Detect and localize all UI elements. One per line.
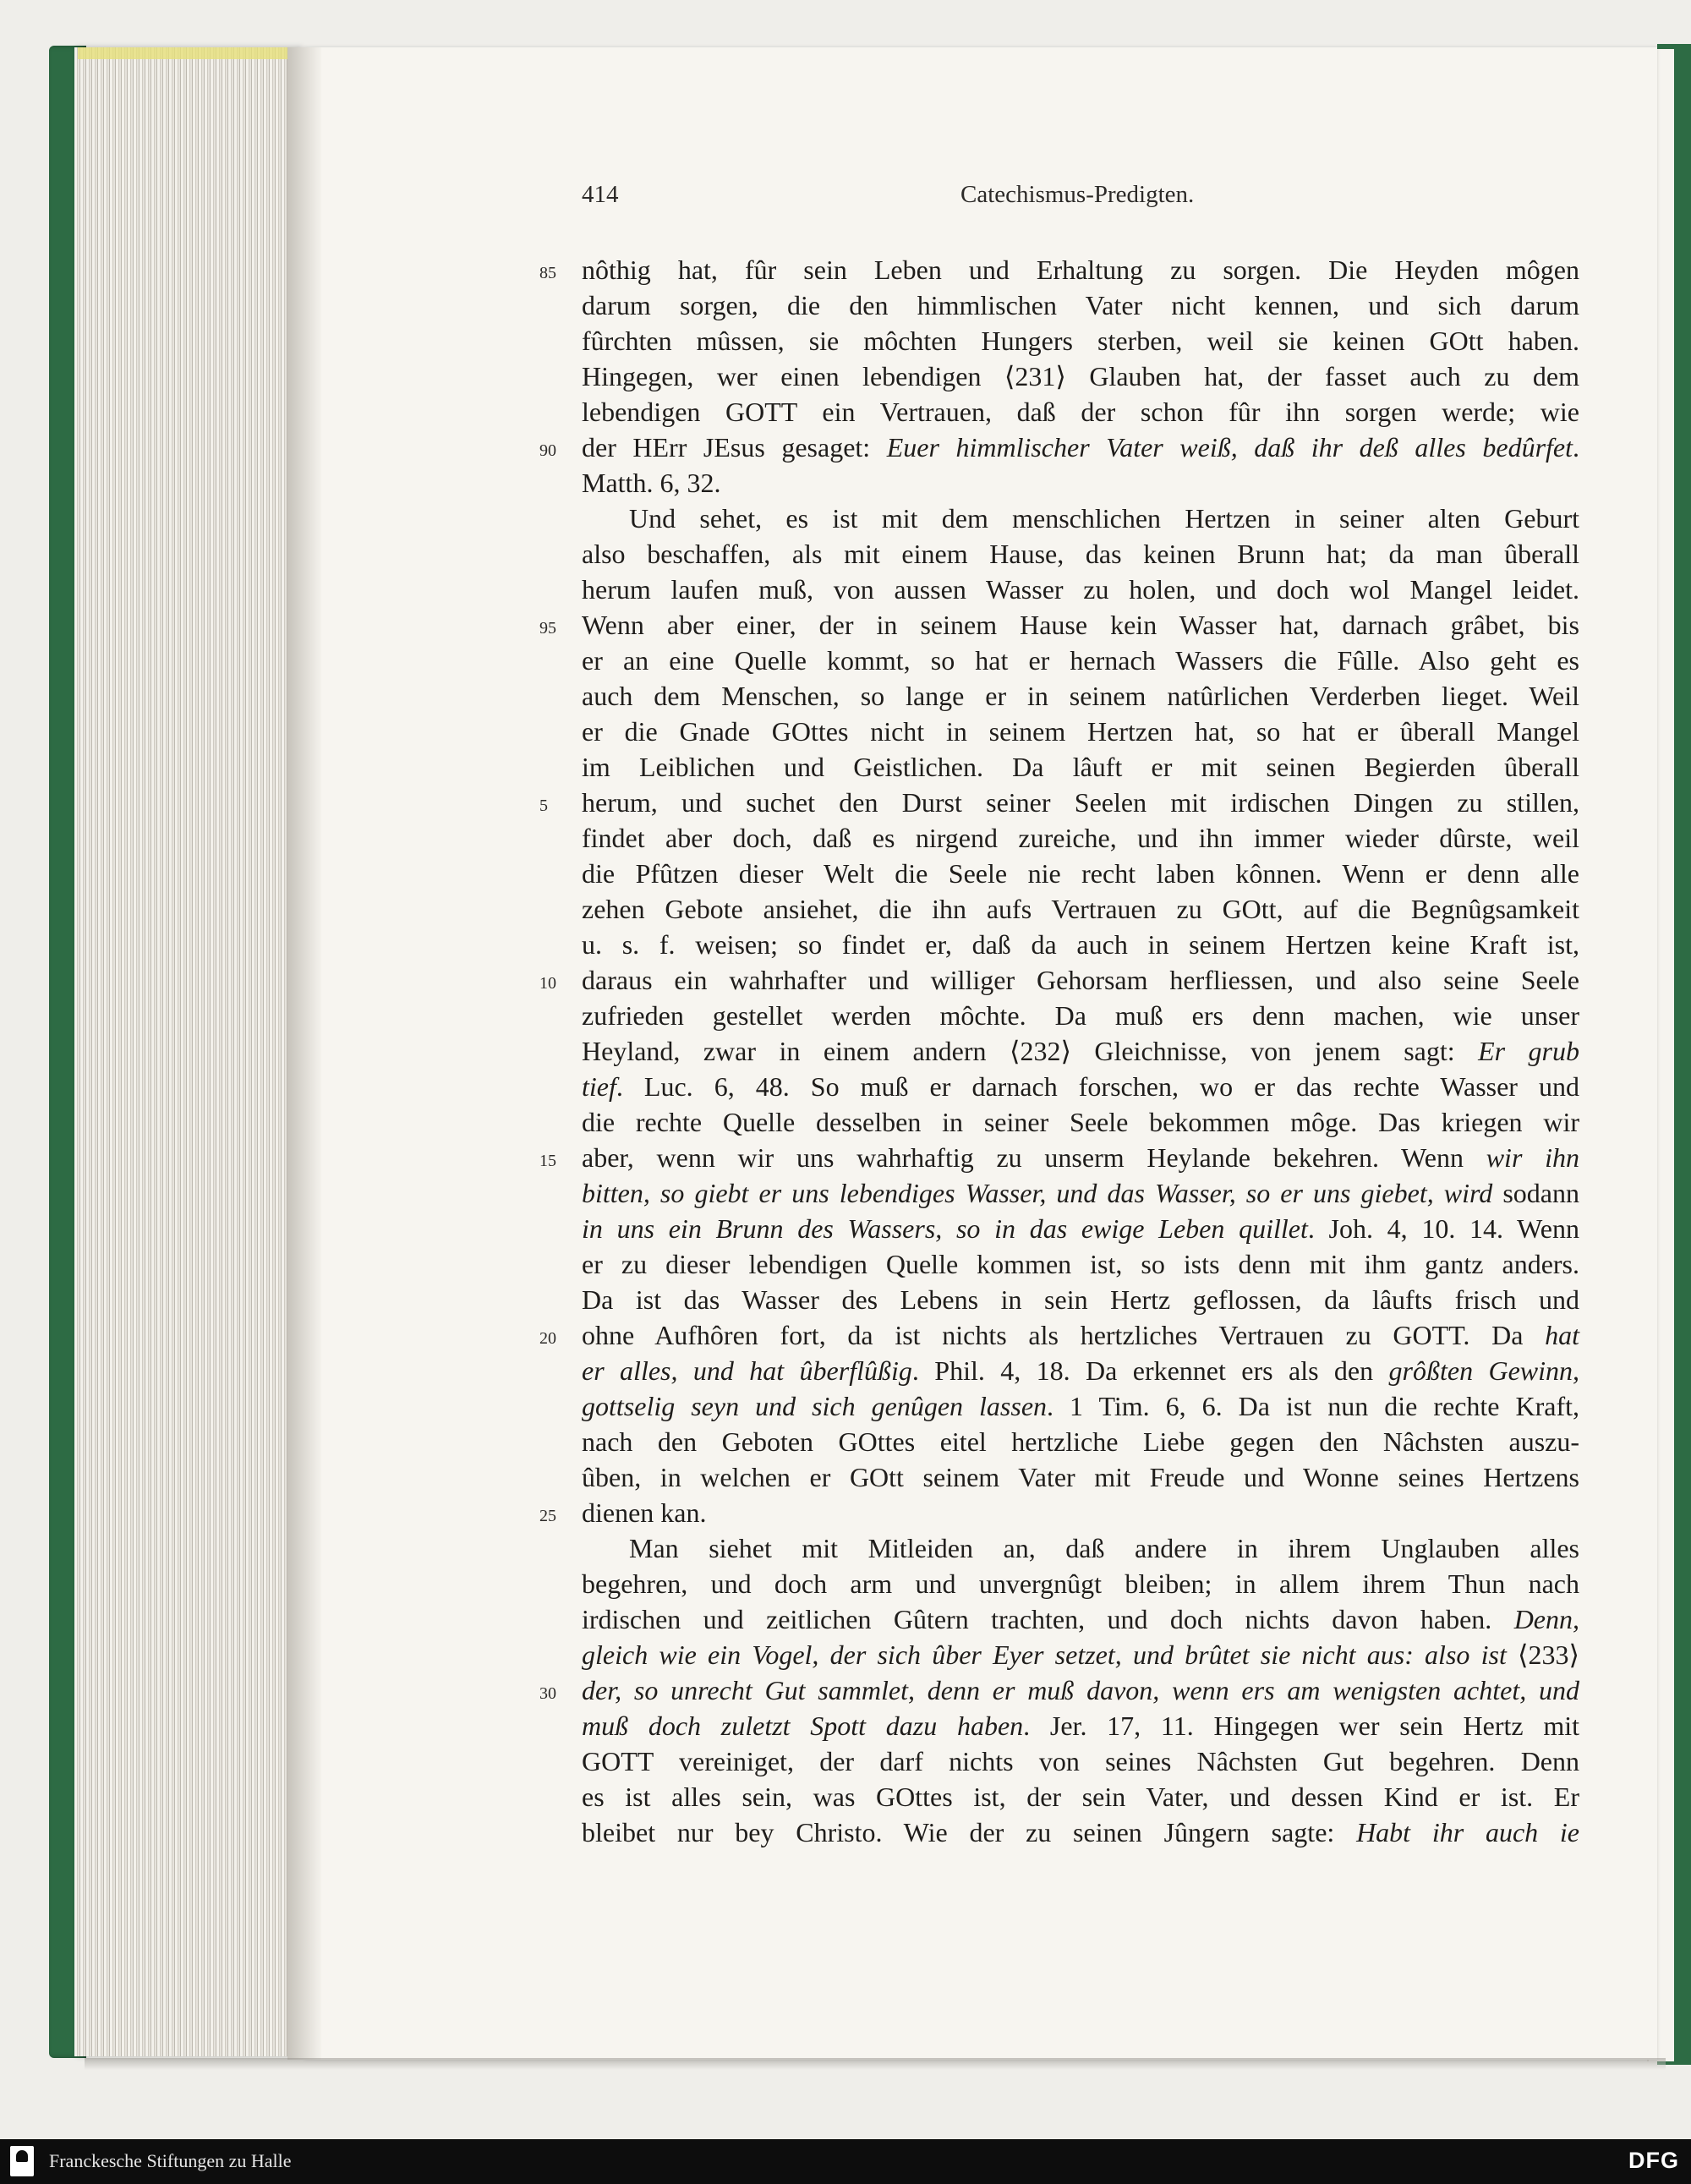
text-line: Da ist das Wasser des Lebens in sein Hertz geflossen, da lâufts frisch und bbox=[582, 1284, 1579, 1315]
text-line: nôthig hat, fûr sein Leben und Erhaltung zu sorgen. Die Heyden môgen 85 bbox=[582, 252, 1579, 287]
text-line: zufrieden gestellet werden môchte. Da muß ers denn machen, wie unser bbox=[582, 1000, 1579, 1031]
text-line: herum, und suchet den Durst seiner Seelen mit irdischen Dingen zu stillen, 5 bbox=[582, 785, 1579, 820]
text-line: gottselig seyn und sich genûgen lassen. 1 Tim. 6, 6. Da ist nun die rechte Kraft, bbox=[582, 1391, 1580, 1421]
text-line: tief. Luc. 6, 48. So muß er darnach forschen, wo er das rechte Wasser und bbox=[582, 1071, 1579, 1102]
line-number: 85 bbox=[539, 264, 556, 282]
line-number: 15 bbox=[539, 1152, 556, 1170]
page-gutter bbox=[287, 47, 321, 2060]
page-number: 414 bbox=[582, 181, 619, 208]
institution-name: Franckesche Stiftungen zu Halle bbox=[49, 2150, 292, 2171]
text-line: zehen Gebote ansiehet, die ihn aufs Vertrauen zu GOtt, auf die Begnûgsamkeit bbox=[582, 894, 1579, 924]
text-line: irdischen und zeitlichen Gûtern trachten, und doch nichts davon haben. Denn, bbox=[582, 1604, 1579, 1634]
text-line: gleich wie ein Vogel, der sich ûber Eyer setzet, und brûtet sie nicht aus: also ist ⟨233⟩ bbox=[582, 1639, 1580, 1670]
text-line: Hingegen, wer einen lebendigen ⟨231⟩ Glauben hat, der fasset auch zu dem bbox=[582, 361, 1579, 391]
text-line: er die Gnade GOttes nicht in seinem Hertzen hat, so hat er ûberall Mangel bbox=[582, 716, 1579, 747]
text-line: es ist alles sein, was GOttes ist, der sein Vater, und dessen Kind er ist. Er bbox=[582, 1782, 1579, 1812]
text-line: auch dem Menschen, so lange er in seinem natûrlichen Verderben lieget. Weil bbox=[582, 681, 1579, 711]
dfg-logo: DFG bbox=[1628, 2148, 1679, 2173]
line-number: 20 bbox=[539, 1329, 556, 1348]
text-line: Wenn aber einer, der in seinem Hause kein Wasser hat, darnach grâbet, bis 95 bbox=[582, 607, 1579, 643]
text-line: begehren, und doch arm und unvergnûgt bleiben; in allem ihrem Thun nach bbox=[582, 1568, 1579, 1599]
institution-logo-icon bbox=[10, 2146, 34, 2176]
book-shadow bbox=[85, 2058, 1666, 2070]
text-line: ohne Aufhôren fort, da ist nichts als hertzliches Vertrauen zu GOTT. Da hat 20 bbox=[582, 1317, 1579, 1353]
line-number: 10 bbox=[539, 974, 556, 993]
text-line: lebendigen GOTT ein Vertrauen, daß der schon fûr ihn sorgen werde; wie bbox=[582, 397, 1579, 427]
text-line: der, so unrecht Gut sammlet, denn er muß davon, wenn ers am wenigsten achtet, und 30 bbox=[582, 1672, 1579, 1708]
text-line: die Pfûtzen dieser Welt die Seele nie recht laben kônnen. Wenn er denn alle bbox=[582, 858, 1579, 889]
text-line: bleibet nur bey Christo. Wie der zu seinen Jûngern sagte: Habt ihr auch ie bbox=[582, 1817, 1580, 1847]
line-number: 95 bbox=[539, 619, 556, 638]
text-line: muß doch zuletzt Spott dazu haben. Jer. 17, 11. Hingegen wer sein Hertz mit bbox=[582, 1711, 1580, 1741]
text-line: Man siehet mit Mitleiden an, daß andere in ihrem Unglauben alles bbox=[629, 1533, 1579, 1563]
line-number: 30 bbox=[539, 1684, 556, 1703]
text-line: aber, wenn wir uns wahrhaftig zu unserm Heylande bekehren. Wenn wir ihn 15 bbox=[582, 1140, 1579, 1175]
text-line: ûben, in welchen er GOtt seinem Vater mit Freude und Wonne seines Hertzens bbox=[582, 1462, 1579, 1492]
viewer-footer bbox=[0, 2139, 1691, 2184]
text-line: daraus ein wahrhafter und williger Gehorsam herfliessen, und also seine Seele 10 bbox=[582, 962, 1579, 998]
page-edges bbox=[74, 47, 301, 2056]
text-line: Matth. 6, 32. bbox=[582, 468, 721, 498]
text-line: GOTT vereiniget, der darf nichts von seines Nâchsten Gut begehren. Denn bbox=[582, 1746, 1579, 1776]
line-number: 25 bbox=[539, 1507, 556, 1525]
text-line: darum sorgen, die den himmlischen Vater nicht kennen, und sich darum bbox=[582, 290, 1579, 320]
text-line: der HErr JEsus gesaget: Euer himmlischer Vater weiß, daß ihr deß alles bedûrfet. 90 bbox=[582, 430, 1579, 465]
line-number: 90 bbox=[539, 441, 556, 460]
text-line: dienen kan. 25 bbox=[582, 1495, 1579, 1530]
text-line: Und sehet, es ist mit dem menschlichen Hertzen in seiner alten Geburt bbox=[629, 503, 1579, 534]
text-line: bitten, so giebt er uns lebendiges Wasser, und das Wasser, so er uns giebet, wird sodann bbox=[582, 1178, 1580, 1208]
text-line: fûrchten mûssen, sie môchten Hungers sterben, weil sie keinen GOtt haben. bbox=[582, 326, 1579, 356]
text-line: nach den Geboten GOttes eitel hertzliche Liebe gegen den Nâchsten auszu- bbox=[582, 1426, 1579, 1457]
text-line: u. s. f. weisen; so findet er, daß da auch in seinem Hertzen keine Kraft ist, bbox=[582, 929, 1579, 960]
text-line: in uns ein Brunn des Wassers, so in das ewige Leben quillet. Joh. 4, 10. 14. Wenn bbox=[582, 1213, 1580, 1244]
body-text bbox=[539, 252, 1580, 1850]
text-line: im Leiblichen und Geistlichen. Da lâuft er mit seinen Begierden ûberall bbox=[582, 752, 1579, 782]
text-line: die rechte Quelle desselben in seiner Seele bekommen môge. Das kriegen wir bbox=[582, 1107, 1579, 1137]
text-line: findet aber doch, daß es nirgend zureiche, und ihn immer wieder dûrste, weil bbox=[582, 823, 1579, 853]
page-edge-top bbox=[78, 47, 306, 59]
text-line: er an eine Quelle kommt, so hat er hernach Wassers die Fûlle. Also geht es bbox=[582, 645, 1579, 676]
text-line: er alles, und hat ûberflûßig. Phil. 4, 18. Da erkennet ers als den grôßten Gewinn, bbox=[582, 1355, 1580, 1386]
text-line: er zu dieser lebendigen Quelle kommen ist, so ists denn mit ihm gantz anders. bbox=[582, 1249, 1579, 1279]
text-line: herum laufen muß, von aussen Wasser zu holen, und doch wol Mangel leidet. bbox=[582, 574, 1579, 605]
line-number: 5 bbox=[539, 796, 548, 815]
running-title: Catechismus-Predigten. bbox=[960, 181, 1195, 208]
text-line: also beschaffen, als mit einem Hause, das keinen Brunn hat; da man ûberall bbox=[582, 539, 1579, 569]
text-line: Heyland, zwar in einem andern ⟨232⟩ Gleichnisse, von jenem sagt: Er grub bbox=[582, 1036, 1580, 1066]
